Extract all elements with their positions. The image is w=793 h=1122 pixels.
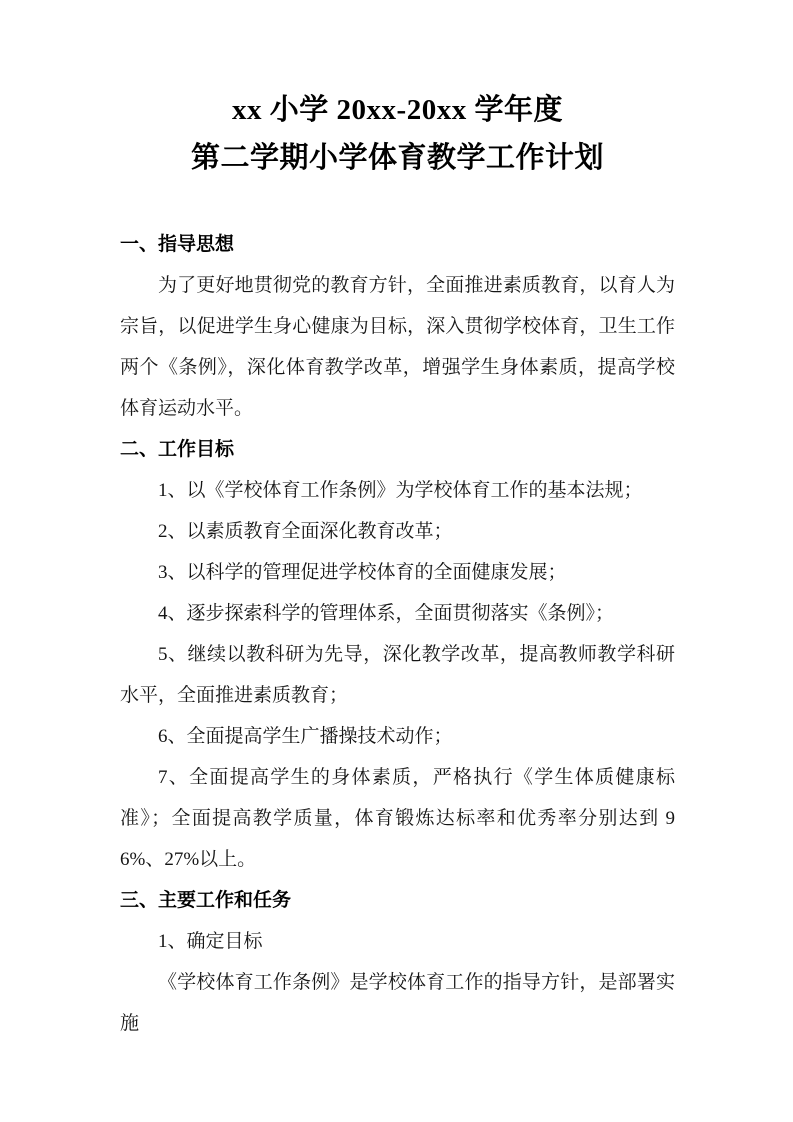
section-heading-work-goals: 二、工作目标 (120, 439, 235, 460)
document-title-line-1: xx 小学 20xx-20xx 学年度 (232, 94, 563, 126)
work-goal-item-2: 2、以素质教育全面深化教育改革； (158, 521, 453, 542)
work-goal-item-5: 5、继续以教科研为先导，深化教学改革，提高教师教学科研水平，全面推进素质教育； (120, 644, 675, 706)
section-guiding-ideology (120, 224, 675, 429)
section-heading-guiding-ideology: 一、指导思想 (120, 234, 235, 255)
work-goal-item-6: 6、全面提高学生广播操技术动作； (158, 726, 453, 747)
main-task-paragraph: 《学校体育工作条例》是学校体育工作的指导方针，是部署实施 (120, 972, 675, 1034)
work-goal-item-7: 7、全面提高学生的身体素质，严格执行《学生体质健康标准》；全面提高教学质量，体育锻炼达标率和优秀率分别达到 96%、27%以上。 (120, 767, 675, 870)
work-goal-item-4: 4、逐步探索科学的管理体系，全面贯彻落实《条例》； (158, 603, 615, 624)
section-heading-main-tasks: 三、主要工作和任务 (120, 890, 292, 911)
work-goal-item-1: 1、以《学校体育工作条例》为学校体育工作的基本法规； (158, 480, 643, 501)
document-title (120, 86, 675, 182)
paragraph-guiding-ideology: 为了更好地贯彻党的教育方针，全面推进素质教育，以育人为宗旨，以促进学生身心健康为目标，深入贯彻学校体育，卫生工作两个《条例》，深化体育教学改革，增强学生身体素质，提高学校体育运动水平。 (120, 275, 675, 419)
document-title-line-2: 第二学期小学体育教学工作计划 (190, 142, 604, 174)
section-work-goals (120, 429, 675, 880)
section-main-tasks (120, 880, 675, 1044)
main-task-subitem-1: 1、确定目标 (158, 931, 263, 952)
work-goal-item-3: 3、以科学的管理促进学校体育的全面健康发展； (158, 562, 567, 583)
